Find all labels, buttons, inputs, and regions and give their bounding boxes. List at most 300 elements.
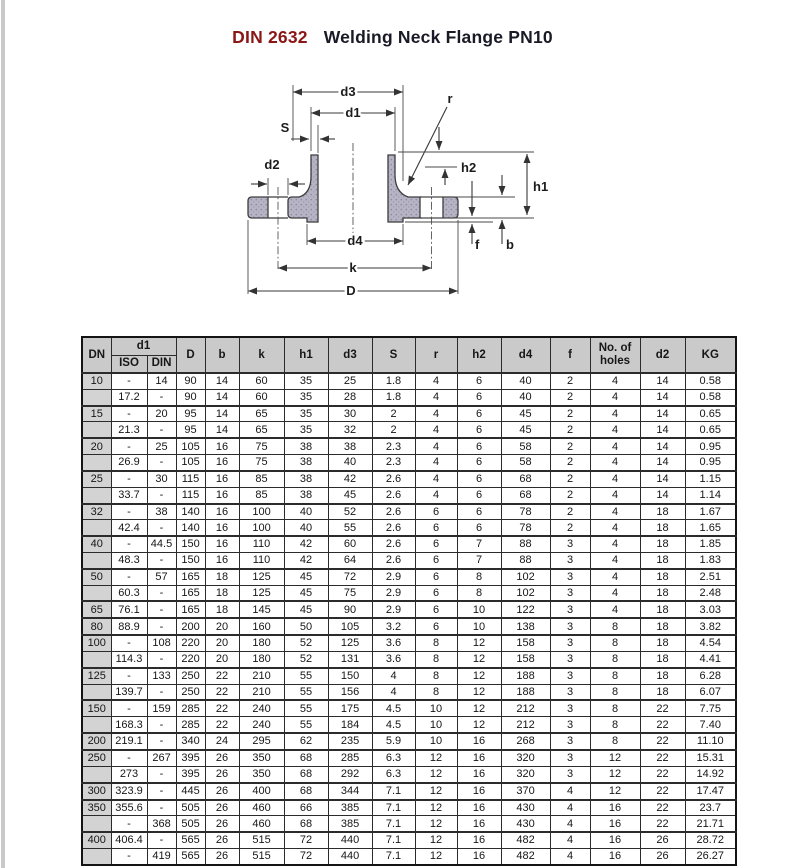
cell: 430 <box>501 816 550 832</box>
cell: 370 <box>501 783 550 800</box>
col-header-d1: d1 <box>111 337 176 355</box>
cell: 6 <box>415 520 457 536</box>
cell: 4.41 <box>685 652 736 668</box>
cell: 159 <box>147 700 176 716</box>
table-row <box>82 585 736 601</box>
cell: 20 <box>205 618 239 635</box>
cell: 12 <box>457 684 501 700</box>
cell: 38 <box>147 504 176 520</box>
cell: 14 <box>640 471 685 487</box>
cell: 139.7 <box>111 684 147 700</box>
cell: 14 <box>640 406 685 422</box>
cell: 4 <box>415 455 457 471</box>
cell: 16 <box>590 832 640 848</box>
cell: 42 <box>284 536 328 552</box>
cell: 42.4 <box>111 520 147 536</box>
cell: 26 <box>205 832 239 848</box>
cell: 3.82 <box>685 618 736 635</box>
cell: 2.6 <box>372 552 415 568</box>
col-header-D: D <box>176 337 205 373</box>
cell: 21.71 <box>685 816 736 832</box>
cell: 460 <box>239 800 284 816</box>
cell: 6 <box>457 389 501 405</box>
table-row <box>82 800 736 816</box>
cell: 200 <box>176 618 205 635</box>
cell: 240 <box>239 717 284 733</box>
cell: 16 <box>205 504 239 520</box>
cell: 6 <box>457 422 501 438</box>
cell: 3 <box>550 635 590 651</box>
cell: 90 <box>176 373 205 389</box>
cell: 150 <box>176 552 205 568</box>
cell: 78 <box>501 520 550 536</box>
cell: 2.48 <box>685 585 736 601</box>
cell: 3 <box>550 750 590 766</box>
cell: 18 <box>640 652 685 668</box>
cell: 12 <box>415 800 457 816</box>
cell: 140 <box>176 504 205 520</box>
cell: 14 <box>640 455 685 471</box>
cell: 14.92 <box>685 766 736 782</box>
col-header-b: b <box>205 337 239 373</box>
cell: 165 <box>176 601 205 618</box>
cell: 22 <box>640 717 685 733</box>
col-header-din: DIN <box>147 355 176 373</box>
cell: 3.6 <box>372 635 415 651</box>
cell: 0.95 <box>685 438 736 454</box>
cell: - <box>111 504 147 520</box>
cell: 4 <box>415 422 457 438</box>
cell: 16 <box>205 552 239 568</box>
cell: 65 <box>239 422 284 438</box>
cell: 18 <box>640 585 685 601</box>
cell-dn <box>82 455 111 471</box>
cell: 18 <box>640 520 685 536</box>
cell: 14 <box>640 373 685 389</box>
cell: 90 <box>176 389 205 405</box>
cell: 4 <box>550 783 590 800</box>
table-row <box>82 601 736 618</box>
cell-dn <box>82 389 111 405</box>
cell: - <box>147 684 176 700</box>
cell: 4 <box>590 569 640 585</box>
cell: 6 <box>415 536 457 552</box>
cell: - <box>111 668 147 684</box>
cell: 8 <box>590 652 640 668</box>
cell: 2.9 <box>372 601 415 618</box>
cell: 1.65 <box>685 520 736 536</box>
cell: 95 <box>176 406 205 422</box>
standard-code: DIN 2632 <box>232 27 308 47</box>
cell: 240 <box>239 700 284 716</box>
table-row <box>82 569 736 585</box>
cell: 38 <box>284 438 328 454</box>
cell: 8 <box>590 717 640 733</box>
cell: 219.1 <box>111 733 147 750</box>
cell-dn <box>82 487 111 503</box>
table-row <box>82 504 736 520</box>
cell: 115 <box>176 471 205 487</box>
cell: 12 <box>457 700 501 716</box>
cell: 0.65 <box>685 422 736 438</box>
cell-dn <box>82 552 111 568</box>
cell: 110 <box>239 536 284 552</box>
cell: 1.15 <box>685 471 736 487</box>
cell: 22 <box>205 684 239 700</box>
flange-section-right <box>388 155 420 222</box>
cell: 10 <box>415 733 457 750</box>
cell: 16 <box>457 848 501 865</box>
cell: 4 <box>415 438 457 454</box>
cell: 3 <box>550 552 590 568</box>
cell: 30 <box>328 406 372 422</box>
cell: 12 <box>415 816 457 832</box>
cell: 30 <box>147 471 176 487</box>
cell: 16 <box>205 520 239 536</box>
table-row <box>82 635 736 651</box>
cell: 220 <box>176 652 205 668</box>
cell: - <box>147 601 176 618</box>
cell: 7.1 <box>372 800 415 816</box>
cell: - <box>147 520 176 536</box>
cell: 62 <box>284 733 328 750</box>
cell: 60 <box>239 389 284 405</box>
cell: 68 <box>284 750 328 766</box>
cell: 10 <box>457 601 501 618</box>
cell: - <box>111 700 147 716</box>
col-header-r: r <box>415 337 457 373</box>
table-row <box>82 536 736 552</box>
cell: - <box>111 471 147 487</box>
cell: 2 <box>372 406 415 422</box>
cell: 45 <box>501 406 550 422</box>
cell: 4 <box>590 471 640 487</box>
cell: 18 <box>640 635 685 651</box>
cell: 35 <box>284 406 328 422</box>
cell: 385 <box>328 816 372 832</box>
flange-title: Welding Neck Flange PN10 <box>323 27 553 47</box>
cell: 4 <box>372 668 415 684</box>
cell: 350 <box>239 766 284 782</box>
page-title <box>0 27 785 48</box>
cell-dn <box>82 848 111 865</box>
cell: 85 <box>239 471 284 487</box>
cell: 75 <box>239 438 284 454</box>
cell: 22 <box>205 717 239 733</box>
col-header-k: k <box>239 337 284 373</box>
col-header-S: S <box>372 337 415 373</box>
cell: 220 <box>176 635 205 651</box>
cell: 68 <box>501 471 550 487</box>
cell-dn: 40 <box>82 536 111 552</box>
cell: 42 <box>328 471 372 487</box>
cell: 1.83 <box>685 552 736 568</box>
cell-dn: 80 <box>82 618 111 635</box>
cell: 8 <box>590 684 640 700</box>
cell: 38 <box>284 487 328 503</box>
cell: 16 <box>457 766 501 782</box>
dim-label-h2: h2 <box>461 160 477 175</box>
cell: 515 <box>239 848 284 865</box>
dim-label-d2: d2 <box>264 157 280 172</box>
cell: 2 <box>550 471 590 487</box>
cell: 14 <box>205 422 239 438</box>
cell: 150 <box>328 668 372 684</box>
cell: 3.03 <box>685 601 736 618</box>
cell-dn: 150 <box>82 700 111 716</box>
cell: 250 <box>176 684 205 700</box>
cell-dn: 100 <box>82 635 111 651</box>
cell-dn <box>82 520 111 536</box>
cell: - <box>147 832 176 848</box>
cell: 285 <box>328 750 372 766</box>
cell: 18 <box>640 536 685 552</box>
cell: 2.9 <box>372 585 415 601</box>
cell: 3 <box>550 585 590 601</box>
cell: 285 <box>176 700 205 716</box>
cell: 482 <box>501 832 550 848</box>
cell-dn <box>82 766 111 782</box>
cell: 395 <box>176 750 205 766</box>
cell: 16 <box>457 816 501 832</box>
cell: 2 <box>550 389 590 405</box>
cell: 65 <box>239 406 284 422</box>
table-row <box>82 520 736 536</box>
table-row <box>82 455 736 471</box>
cell: 3 <box>550 569 590 585</box>
cell: 4.5 <box>372 717 415 733</box>
cell: 6 <box>457 504 501 520</box>
cell: 85 <box>239 487 284 503</box>
cell-dn: 350 <box>82 800 111 816</box>
cell: 15.31 <box>685 750 736 766</box>
cell: 48.3 <box>111 552 147 568</box>
cell: 2.51 <box>685 569 736 585</box>
cell: 6 <box>457 455 501 471</box>
cell: 440 <box>328 848 372 865</box>
cell: 40 <box>501 373 550 389</box>
cell: 115 <box>176 487 205 503</box>
cell: 17.2 <box>111 389 147 405</box>
cell: 45 <box>284 569 328 585</box>
cell: 125 <box>239 585 284 601</box>
cell: 4 <box>590 455 640 471</box>
cell: 385 <box>328 800 372 816</box>
cell: 165 <box>176 569 205 585</box>
cell: 102 <box>501 569 550 585</box>
cell: 168.3 <box>111 717 147 733</box>
col-header-f: f <box>550 337 590 373</box>
cell: 18 <box>640 552 685 568</box>
cell: 145 <box>239 601 284 618</box>
cell: 2.3 <box>372 438 415 454</box>
cell: 2.6 <box>372 504 415 520</box>
cell: - <box>111 406 147 422</box>
spec-table-container <box>81 336 737 866</box>
cell: 4 <box>415 373 457 389</box>
cell: 4 <box>590 552 640 568</box>
cell: 114.3 <box>111 652 147 668</box>
cell: 7.1 <box>372 783 415 800</box>
cell: 60 <box>328 536 372 552</box>
cell: 4 <box>415 471 457 487</box>
flange-diagram <box>225 63 560 305</box>
cell-dn: 15 <box>82 406 111 422</box>
cell: 140 <box>176 520 205 536</box>
cell: 1.14 <box>685 487 736 503</box>
cell: 78 <box>501 504 550 520</box>
cell: 2 <box>550 438 590 454</box>
cell: 165 <box>176 585 205 601</box>
cell: 26 <box>205 848 239 865</box>
col-header-iso: ISO <box>111 355 147 373</box>
cell: 1.8 <box>372 373 415 389</box>
col-header-d3: d3 <box>328 337 372 373</box>
cell: 18 <box>640 504 685 520</box>
cell: 42 <box>284 552 328 568</box>
col-header-d2: d2 <box>640 337 685 373</box>
cell-dn <box>82 816 111 832</box>
cell: 4.5 <box>372 700 415 716</box>
cell: 12 <box>457 652 501 668</box>
cell: 10 <box>415 717 457 733</box>
cell: 12 <box>415 766 457 782</box>
cell: 1.67 <box>685 504 736 520</box>
cell: 14 <box>640 422 685 438</box>
cell: 38 <box>328 438 372 454</box>
table-row <box>82 668 736 684</box>
cell: 6 <box>415 552 457 568</box>
cell: 20 <box>147 406 176 422</box>
cell: 323.9 <box>111 783 147 800</box>
cell-dn <box>82 585 111 601</box>
cell: 22 <box>205 668 239 684</box>
cell: 95 <box>176 422 205 438</box>
cell: - <box>111 848 147 865</box>
cell: 7.1 <box>372 816 415 832</box>
cell: 184 <box>328 717 372 733</box>
cell: 50 <box>284 618 328 635</box>
cell: 16 <box>457 750 501 766</box>
cell: 66 <box>284 800 328 816</box>
table-row <box>82 389 736 405</box>
cell: 400 <box>239 783 284 800</box>
cell: 35 <box>284 373 328 389</box>
cell: 17.47 <box>685 783 736 800</box>
cell: 52 <box>284 652 328 668</box>
dim-label-r: r <box>447 91 453 106</box>
cell: 150 <box>176 536 205 552</box>
cell: 1.8 <box>372 389 415 405</box>
cell: 28.72 <box>685 832 736 848</box>
cell: 40 <box>284 504 328 520</box>
flange-spec-table <box>81 336 737 866</box>
cell: - <box>147 552 176 568</box>
cell: 188 <box>501 684 550 700</box>
cell: 7.1 <box>372 848 415 865</box>
cell: 158 <box>501 635 550 651</box>
cell: 35 <box>284 389 328 405</box>
cell: 406.4 <box>111 832 147 848</box>
cell: 3 <box>550 668 590 684</box>
cell: 14 <box>205 373 239 389</box>
cell: 45 <box>501 422 550 438</box>
cell: 12 <box>590 783 640 800</box>
cell: 210 <box>239 684 284 700</box>
cell: 26 <box>640 832 685 848</box>
dim-label-D: D <box>346 283 356 298</box>
cell: 8 <box>590 668 640 684</box>
cell: 125 <box>239 569 284 585</box>
dim-label-d4: d4 <box>347 233 363 248</box>
cell: 4 <box>590 585 640 601</box>
cell: 14 <box>640 487 685 503</box>
table-header <box>82 337 736 373</box>
cell: 100 <box>239 520 284 536</box>
cell: - <box>147 389 176 405</box>
cell: 68 <box>284 766 328 782</box>
cell: 8 <box>457 585 501 601</box>
cell: 90 <box>328 601 372 618</box>
cell: 105 <box>176 438 205 454</box>
cell: 180 <box>239 652 284 668</box>
cell: - <box>147 455 176 471</box>
cell: 64 <box>328 552 372 568</box>
cell: 2.3 <box>372 455 415 471</box>
cell: 6 <box>415 618 457 635</box>
cell: 108 <box>147 635 176 651</box>
cell: 75 <box>239 455 284 471</box>
cell: - <box>111 635 147 651</box>
cell: 55 <box>284 717 328 733</box>
cell: 2.6 <box>372 487 415 503</box>
cell: 22 <box>205 700 239 716</box>
cell: 8 <box>590 700 640 716</box>
flange-rim-right <box>443 197 458 218</box>
cell: 2.6 <box>372 471 415 487</box>
cell: 268 <box>501 733 550 750</box>
cell: 505 <box>176 800 205 816</box>
cell: 6 <box>457 373 501 389</box>
cell: 26.27 <box>685 848 736 865</box>
cell: - <box>147 717 176 733</box>
cell: 1.85 <box>685 536 736 552</box>
table-row <box>82 487 736 503</box>
cell: 16 <box>205 471 239 487</box>
cell: 14 <box>147 373 176 389</box>
cell: 350 <box>239 750 284 766</box>
cell: 175 <box>328 700 372 716</box>
cell: 4 <box>590 422 640 438</box>
table-row <box>82 406 736 422</box>
cell-dn: 20 <box>82 438 111 454</box>
cell: 5.9 <box>372 733 415 750</box>
cell: 133 <box>147 668 176 684</box>
table-row <box>82 717 736 733</box>
cell: 212 <box>501 717 550 733</box>
cell: 180 <box>239 635 284 651</box>
cell: 88 <box>501 552 550 568</box>
cell: 7 <box>457 552 501 568</box>
cell: 340 <box>176 733 205 750</box>
cell: 40 <box>501 389 550 405</box>
cell: 22 <box>640 750 685 766</box>
cell: 3 <box>550 684 590 700</box>
cell: 21.3 <box>111 422 147 438</box>
cell: 122 <box>501 601 550 618</box>
spec-table-body <box>82 373 736 865</box>
cell: 18 <box>640 668 685 684</box>
